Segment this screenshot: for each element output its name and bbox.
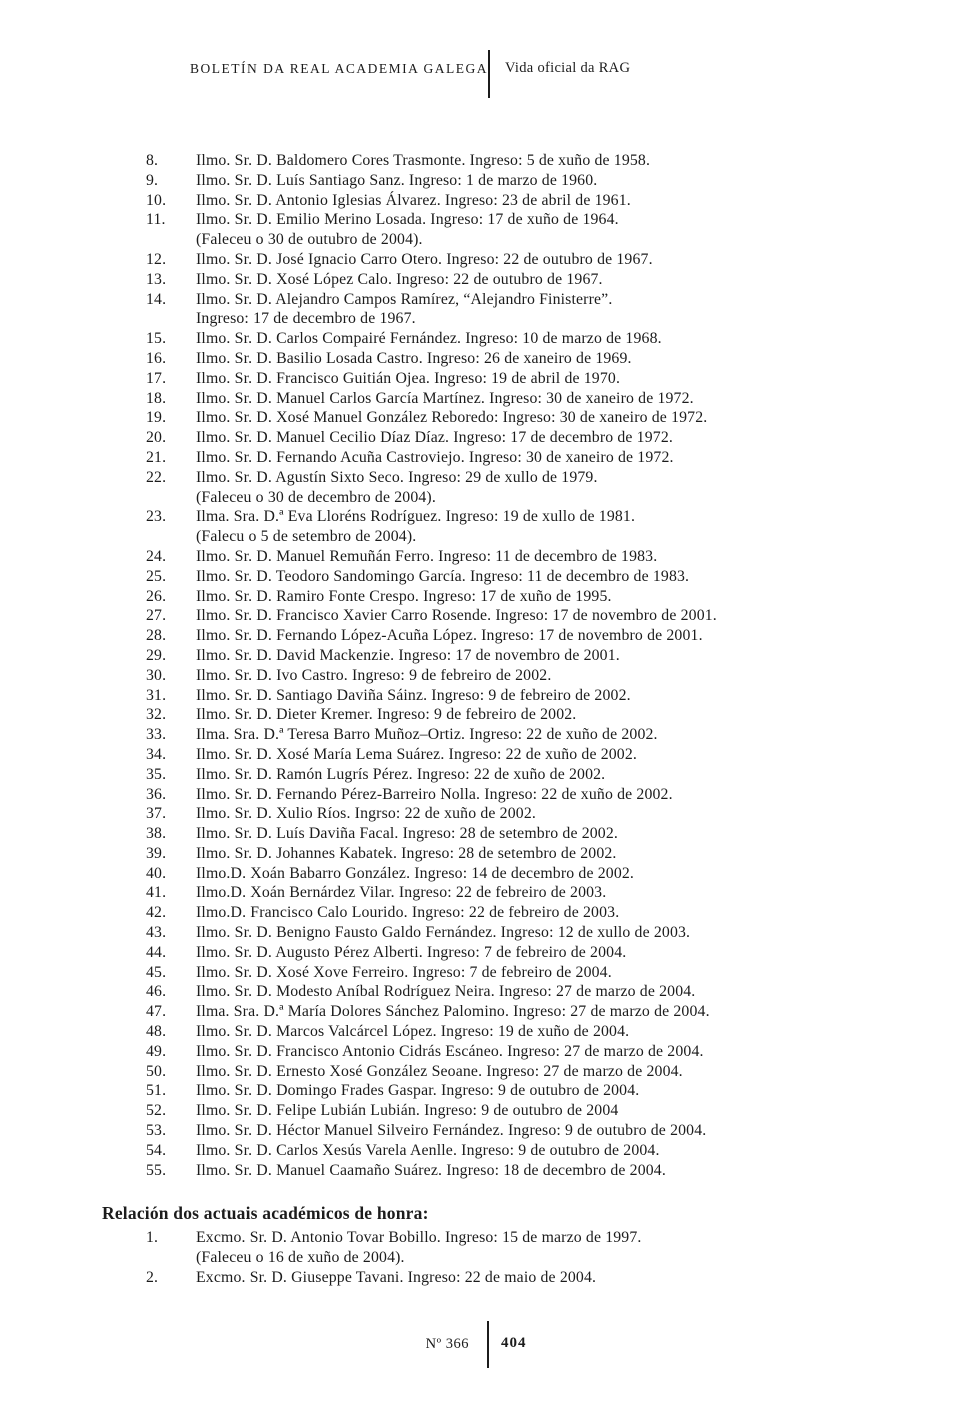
entry-number: 42.: [146, 904, 167, 922]
member-entry: [146, 686, 975, 706]
entry-line: Ilmo. Sr. D. Manuel Remuñán Ferro. Ingreso: 11 de decembro de 1983.: [196, 547, 658, 565]
entry-number: 32.: [146, 706, 167, 724]
header-divider: [488, 50, 490, 98]
entry-number: 37.: [146, 805, 167, 823]
member-entry: [146, 567, 975, 587]
member-entry: [146, 547, 975, 567]
entry-number: 19.: [146, 409, 167, 427]
entry-text: [196, 547, 975, 567]
entry-line: Excmo. Sr. D. Antonio Tovar Bobillo. Ingreso: 15 de marzo de 1997.: [196, 1229, 642, 1247]
entry-text: [196, 507, 975, 547]
entry-text: [196, 408, 975, 428]
member-entry: [146, 646, 975, 666]
entry-line: Ilmo. Sr. D. Ivo Castro. Ingreso: 9 de febreiro de 2002.: [196, 666, 552, 684]
numerarios-list: [0, 151, 975, 1180]
member-entry: [146, 290, 975, 330]
entry-line: Ilma. Sra. D.ª Eva Lloréns Rodríguez. Ingreso: 19 de xullo de 1981.: [196, 508, 636, 526]
entry-line: Ilmo. Sr. D. Santiago Daviña Sáinz. Ingreso: 9 de febreiro de 2002.: [196, 686, 631, 704]
entry-text: [196, 883, 975, 903]
entry-text: [196, 1141, 975, 1161]
member-entry: [146, 1121, 975, 1141]
entry-text: [196, 844, 975, 864]
entry-text: [196, 290, 975, 330]
entry-text: [196, 666, 975, 686]
entry-number: 43.: [146, 924, 167, 942]
member-entry: [146, 1022, 975, 1042]
entry-number: 2.: [146, 1269, 159, 1287]
entry-line: Ilma. Sra. D.ª María Dolores Sánchez Palomino. Ingreso: 27 de marzo de 2004.: [196, 1003, 710, 1021]
member-entry: [146, 883, 975, 903]
entry-line: Ilmo.D. Xoán Bernárdez Vilar. Ingreso: 22 de febreiro de 2003.: [196, 884, 607, 902]
issue-number: Nº 366: [425, 1336, 469, 1352]
member-entry: [146, 923, 975, 943]
member-entry: [146, 468, 975, 508]
entry-line: Ilmo. Sr. D. Xosé Manuel González Reboredo: Ingreso: 30 de xaneiro de 1972.: [196, 409, 708, 427]
member-entry: [146, 210, 975, 250]
entry-line: Ilmo. Sr. D. Alejandro Campos Ramírez, “Alejandro Finisterre”.: [196, 290, 613, 308]
entry-number: 16.: [146, 349, 167, 367]
member-entry: [146, 982, 975, 1002]
entry-line: Ilmo. Sr. D. Fernando Pérez-Barreiro Nolla. Ingreso: 22 de xuño de 2002.: [196, 785, 673, 803]
entry-text: [196, 785, 975, 805]
entry-line: Ilmo. Sr. D. Augusto Pérez Alberti. Ingreso: 7 de febreiro de 2004.: [196, 943, 627, 961]
member-entry: [146, 428, 975, 448]
entry-text: [196, 626, 975, 646]
entry-text: [196, 1002, 975, 1022]
entry-number: 23.: [146, 508, 167, 526]
entry-number: 35.: [146, 765, 167, 783]
entry-number: 44.: [146, 943, 167, 961]
entry-number: 14.: [146, 290, 167, 308]
member-entry: [146, 1228, 975, 1268]
entry-number: 8.: [146, 152, 159, 169]
entry-number: 21.: [146, 448, 167, 466]
entry-number: 50.: [146, 1062, 167, 1080]
entry-text: [196, 725, 975, 745]
member-entry: [146, 943, 975, 963]
entry-number: 31.: [146, 686, 167, 704]
entry-number: 17.: [146, 369, 167, 387]
entry-line: Ilmo. Sr. D. Xulio Ríos. Ingrso: 22 de xuño de 2002.: [196, 805, 536, 823]
member-entry: [146, 1268, 975, 1288]
entry-number: 13.: [146, 270, 167, 288]
entry-text: [196, 943, 975, 963]
entry-text: [196, 705, 975, 725]
entry-line: Ilma. Sra. D.ª Teresa Barro Muñoz–Ortiz. Ingreso: 22 de xuño de 2002.: [196, 726, 658, 744]
entry-line: Ilmo. Sr. D. Héctor Manuel Silveiro Fernández. Ingreso: 9 de outubro de 2004.: [196, 1122, 707, 1140]
member-entry: [146, 171, 975, 191]
entry-line: Ilmo. Sr. D. Carlos Xesús Varela Aenlle. Ingreso: 9 de outubro de 2004.: [196, 1141, 660, 1159]
entry-text: [196, 270, 975, 290]
member-entry: [146, 963, 975, 983]
journal-title: BOLETÍN DA REAL ACADEMIA GALEGA: [190, 61, 488, 76]
member-entry: [146, 151, 975, 171]
entry-line: Ilmo. Sr. D. Fernando Acuña Castroviejo. Ingreso: 30 de xaneiro de 1972.: [196, 448, 674, 466]
entry-number: 28.: [146, 627, 167, 645]
honra-list: [0, 1228, 975, 1287]
entry-text: [196, 191, 975, 211]
entry-text: [196, 1081, 975, 1101]
entry-text: [196, 151, 975, 171]
member-entry: [146, 349, 975, 369]
entry-number: 10.: [146, 191, 167, 209]
entry-line: Ilmo. Sr. D. Carlos Compairé Fernández. Ingreso: 10 de marzo de 1968.: [196, 330, 662, 348]
entry-text: [196, 1042, 975, 1062]
entry-number: 52.: [146, 1102, 167, 1120]
entry-number: 11.: [146, 211, 166, 229]
member-entry: [146, 804, 975, 824]
entry-line: Ilmo. Sr. D. Antonio Iglesias Álvarez. Ingreso: 23 de abril de 1961.: [196, 191, 631, 209]
member-entry: [146, 250, 975, 270]
entry-text: [196, 389, 975, 409]
member-entry: [146, 1101, 975, 1121]
entry-text: [196, 1121, 975, 1141]
entry-line: Ilmo. Sr. D. Luís Daviña Facal. Ingreso: 28 de setembro de 2002.: [196, 825, 618, 843]
entry-line: Ilmo. Sr. D. Baldomero Cores Trasmonte. Ingreso: 5 de xuño de 1958.: [196, 152, 651, 169]
entry-line: Ilmo.D. Francisco Calo Lourido. Ingreso: 22 de febreiro de 2003.: [196, 904, 620, 922]
entry-text: [196, 982, 975, 1002]
entry-line: (Faleceu o 16 de xuño de 2004).: [196, 1249, 405, 1267]
entry-number: 46.: [146, 983, 167, 1001]
entry-number: 20.: [146, 429, 167, 447]
entry-text: [196, 428, 975, 448]
entry-line: Ilmo. Sr. D. Francisco Antonio Cidrás Escáneo. Ingreso: 27 de marzo de 2004.: [196, 1042, 704, 1060]
member-entry: [146, 1081, 975, 1101]
member-entry: [146, 507, 975, 547]
entry-line: Ilmo. Sr. D. Basilio Losada Castro. Ingreso: 26 de xaneiro de 1969.: [196, 349, 632, 367]
entry-text: [196, 1161, 975, 1181]
entry-line: (Falecu o 5 de setembro de 2004).: [196, 528, 417, 546]
entry-line: Ilmo. Sr. D. Felipe Lubián Lubián. Ingreso: 9 de outubro de 2004: [196, 1102, 619, 1120]
entry-text: [196, 646, 975, 666]
entry-line: Ilmo. Sr. D. Agustín Sixto Seco. Ingreso: 29 de xullo de 1979.: [196, 468, 598, 486]
member-entry: [146, 844, 975, 864]
entry-line: Ilmo. Sr. D. Manuel Cecilio Díaz Díaz. Ingreso: 17 de decembro de 1972.: [196, 429, 673, 447]
entry-line: Ilmo. Sr. D. Francisco Xavier Carro Rosende. Ingreso: 17 de novembro de 2001.: [196, 607, 717, 625]
entry-number: 22.: [146, 468, 167, 486]
member-entry: [146, 270, 975, 290]
entry-line: Ilmo. Sr. D. Johannes Kabatek. Ingreso: 28 de setembro de 2002.: [196, 844, 617, 862]
entry-text: [196, 824, 975, 844]
entry-number: 9.: [146, 171, 159, 189]
entry-number: 30.: [146, 666, 167, 684]
entry-line: Ilmo. Sr. D. Marcos Valcárcel López. Ingreso: 19 de xuño de 2004.: [196, 1023, 630, 1041]
entry-number: 39.: [146, 844, 167, 862]
entry-text: [196, 250, 975, 270]
entry-number: 26.: [146, 587, 167, 605]
member-entry: [146, 903, 975, 923]
entry-line: Ilmo. Sr. D. David Mackenzie. Ingreso: 17 de novembro de 2001.: [196, 646, 620, 664]
honra-section-heading: Relación dos actuais académicos de honra:: [102, 1203, 429, 1224]
entry-number: 48.: [146, 1023, 167, 1041]
entry-line: Ilmo. Sr. D. Manuel Caamaño Suárez. Ingreso: 18 de decembro de 2004.: [196, 1161, 666, 1179]
entry-text: [196, 1062, 975, 1082]
entry-number: 25.: [146, 567, 167, 585]
entry-number: 1.: [146, 1229, 159, 1247]
page-content: [0, 151, 975, 1288]
member-entry: [146, 745, 975, 765]
entry-line: Ilmo. Sr. D. Xosé Xove Ferreiro. Ingreso: 7 de febreiro de 2004.: [196, 963, 612, 981]
entry-number: 18.: [146, 389, 167, 407]
entry-line: Ilmo. Sr. D. Dieter Kremer. Ingreso: 9 de febreiro de 2002.: [196, 706, 577, 724]
entry-text: [196, 686, 975, 706]
page-number: 404: [501, 1335, 527, 1351]
entry-line: Ilmo. Sr. D. Luís Santiago Sanz. Ingreso: 1 de marzo de 1960.: [196, 171, 598, 189]
entry-number: 24.: [146, 547, 167, 565]
entry-text: [196, 210, 975, 250]
footer-divider: [487, 1321, 489, 1368]
entry-line: Ilmo. Sr. D. Francisco Guitián Ojea. Ingreso: 19 de abril de 1970.: [196, 369, 621, 387]
member-entry: [146, 1141, 975, 1161]
entry-text: [196, 765, 975, 785]
entry-line: Ilmo. Sr. D. Ernesto Xosé González Seoane. Ingreso: 27 de marzo de 2004.: [196, 1062, 683, 1080]
entry-number: 47.: [146, 1003, 167, 1021]
member-entry: [146, 864, 975, 884]
entry-text: [196, 1101, 975, 1121]
entry-number: 36.: [146, 785, 167, 803]
entry-text: [196, 1268, 975, 1288]
entry-line: Ilmo. Sr. D. Ramón Lugrís Pérez. Ingreso: 22 de xuño de 2002.: [196, 765, 606, 783]
entry-line: Ilmo. Sr. D. Manuel Carlos García Martínez. Ingreso: 30 de xaneiro de 1972.: [196, 389, 694, 407]
member-entry: [146, 389, 975, 409]
entry-line: Ilmo. Sr. D. Ramiro Fonte Crespo. Ingreso: 17 de xuño de 1995.: [196, 587, 612, 605]
member-entry: [146, 1062, 975, 1082]
entry-text: [196, 1022, 975, 1042]
entry-number: 33.: [146, 726, 167, 744]
entry-text: [196, 963, 975, 983]
entry-text: [196, 448, 975, 468]
entry-line: Ilmo. Sr. D. Xosé López Calo. Ingreso: 22 de outubro de 1967.: [196, 270, 603, 288]
member-entry: [146, 765, 975, 785]
entry-text: [196, 369, 975, 389]
entry-number: 12.: [146, 250, 167, 268]
entry-text: [196, 745, 975, 765]
entry-text: [196, 171, 975, 191]
entry-number: 55.: [146, 1161, 167, 1179]
member-entry: [146, 725, 975, 745]
section-title: Vida oficial da RAG: [505, 60, 631, 76]
entry-number: 51.: [146, 1082, 167, 1100]
member-entry: [146, 705, 975, 725]
entry-line: (Faleceu o 30 de decembro de 2004).: [196, 488, 436, 506]
entry-number: 45.: [146, 963, 167, 981]
member-entry: [146, 1002, 975, 1022]
entry-number: 41.: [146, 884, 167, 902]
member-entry: [146, 1042, 975, 1062]
entry-text: [196, 606, 975, 626]
entry-number: 40.: [146, 864, 167, 882]
member-entry: [146, 587, 975, 607]
entry-text: [196, 587, 975, 607]
member-entry: [146, 785, 975, 805]
member-entry: [146, 626, 975, 646]
entry-line: (Faleceu o 30 de outubro de 2004).: [196, 231, 423, 249]
entry-text: [196, 329, 975, 349]
entry-line: Ilmo. Sr. D. Domingo Frades Gaspar. Ingreso: 9 de outubro de 2004.: [196, 1082, 640, 1100]
member-entry: [146, 408, 975, 428]
entry-number: 15.: [146, 330, 167, 348]
entry-line: Ilmo. Sr. D. Benigno Fausto Galdo Fernández. Ingreso: 12 de xullo de 2003.: [196, 924, 691, 942]
member-entry: [146, 606, 975, 626]
entry-text: [196, 468, 975, 508]
member-entry: [146, 329, 975, 349]
entry-number: 38.: [146, 825, 167, 843]
entry-line: Ilmo. Sr. D. Emilio Merino Losada. Ingreso: 17 de xuño de 1964.: [196, 211, 619, 229]
member-entry: [146, 666, 975, 686]
member-entry: [146, 448, 975, 468]
entry-number: 49.: [146, 1042, 167, 1060]
entry-text: [196, 349, 975, 369]
member-entry: [146, 1161, 975, 1181]
entry-text: [196, 804, 975, 824]
entry-line: Ilmo. Sr. D. Xosé María Lema Suárez. Ingreso: 22 de xuño de 2002.: [196, 745, 637, 763]
entry-line: Ilmo. Sr. D. Teodoro Sandomingo García. Ingreso: 11 de decembro de 1983.: [196, 567, 690, 585]
entry-line: Excmo. Sr. D. Giuseppe Tavani. Ingreso: 22 de maio de 2004.: [196, 1269, 597, 1287]
entry-line: Ilmo. Sr. D. Fernando López-Acuña López. Ingreso: 17 de novembro de 2001.: [196, 627, 703, 645]
entry-number: 34.: [146, 745, 167, 763]
entry-text: [196, 567, 975, 587]
member-entry: [146, 369, 975, 389]
entry-text: [196, 864, 975, 884]
entry-text: [196, 923, 975, 943]
entry-line: Ilmo. Sr. D. Modesto Aníbal Rodríguez Neira. Ingreso: 27 de marzo de 2004.: [196, 983, 696, 1001]
member-entry: [146, 191, 975, 211]
entry-number: 29.: [146, 646, 167, 664]
entry-number: 53.: [146, 1122, 167, 1140]
entry-text: [196, 1228, 975, 1268]
entry-number: 54.: [146, 1141, 167, 1159]
entry-text: [196, 903, 975, 923]
entry-line: Ilmo. Sr. D. José Ignacio Carro Otero. Ingreso: 22 de outubro de 1967.: [196, 250, 653, 268]
entry-line: Ilmo.D. Xoán Babarro González. Ingreso: 14 de decembro de 2002.: [196, 864, 635, 882]
entry-number: 27.: [146, 607, 167, 625]
member-entry: [146, 824, 975, 844]
entry-line: Ingreso: 17 de decembro de 1967.: [196, 310, 416, 328]
